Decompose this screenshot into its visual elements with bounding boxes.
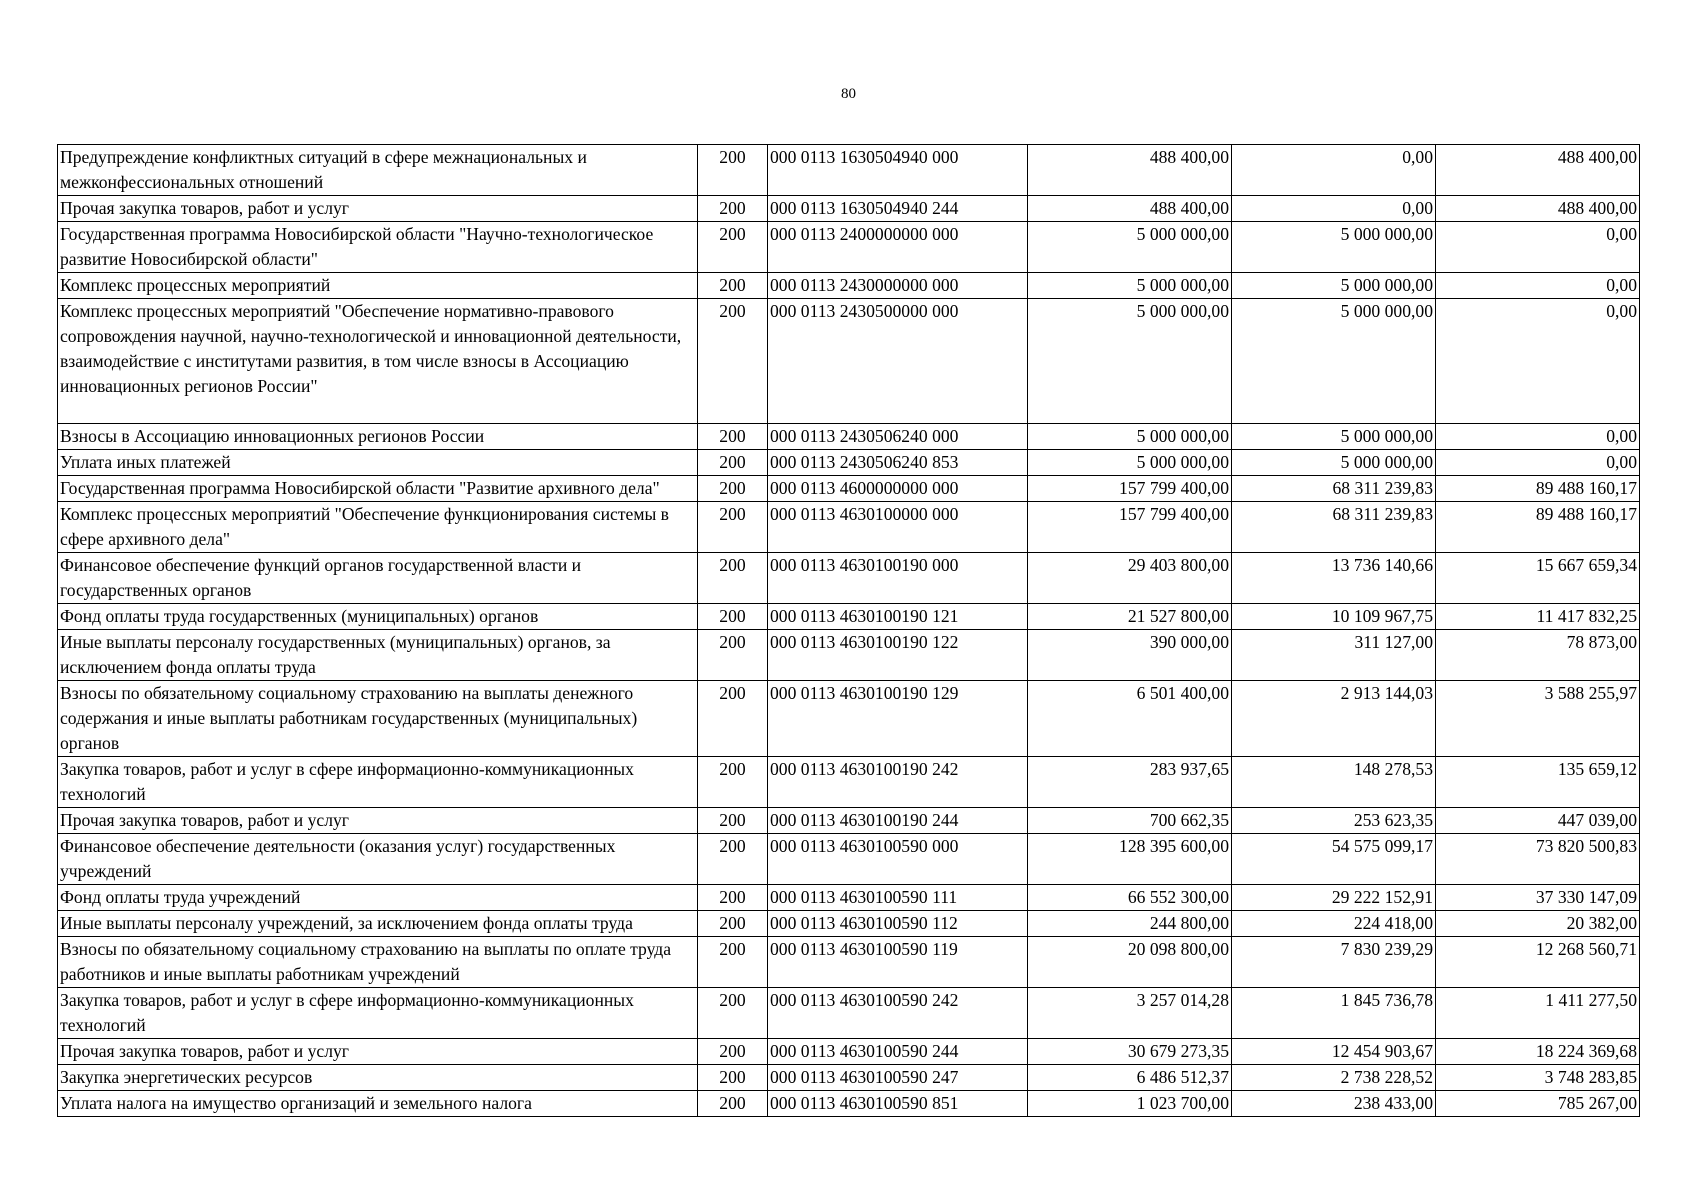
row-name-cell: Иные выплаты персоналу государственных (муниципальных) органов, за исключением фонда оплаты труда: [58, 630, 698, 681]
row-approved-cell: 5 000 000,00: [1028, 450, 1232, 476]
table-row: [58, 1091, 1640, 1117]
table-row: [58, 476, 1640, 502]
row-classification-cell: 000 0113 4630100190 242: [768, 757, 1028, 808]
row-name-cell: Предупреждение конфликтных ситуаций в сфере межнациональных и межконфессиональных отношений: [58, 145, 698, 196]
row-code-cell: 200: [698, 834, 768, 885]
row-code-cell: 200: [698, 145, 768, 196]
table-row: [58, 834, 1640, 885]
row-executed-cell: 224 418,00: [1232, 911, 1436, 937]
row-remaining-cell: 15 667 659,34: [1436, 553, 1640, 604]
row-approved-cell: 30 679 273,35: [1028, 1039, 1232, 1065]
row-approved-cell: 488 400,00: [1028, 145, 1232, 196]
row-approved-cell: 157 799 400,00: [1028, 476, 1232, 502]
row-executed-cell: 253 623,35: [1232, 808, 1436, 834]
table-row: [58, 911, 1640, 937]
row-code-cell: 200: [698, 604, 768, 630]
row-executed-cell: 1 845 736,78: [1232, 988, 1436, 1039]
row-code-cell: 200: [698, 757, 768, 808]
row-classification-cell: 000 0113 1630504940 244: [768, 196, 1028, 222]
row-remaining-cell: 89 488 160,17: [1436, 502, 1640, 553]
row-remaining-cell: 20 382,00: [1436, 911, 1640, 937]
row-executed-cell: 5 000 000,00: [1232, 222, 1436, 273]
row-approved-cell: 6 486 512,37: [1028, 1065, 1232, 1091]
row-executed-cell: 54 575 099,17: [1232, 834, 1436, 885]
row-name-cell: Иные выплаты персоналу учреждений, за исключением фонда оплаты труда: [58, 911, 698, 937]
row-code-cell: 200: [698, 911, 768, 937]
row-classification-cell: 000 0113 1630504940 000: [768, 145, 1028, 196]
row-code-cell: 200: [698, 196, 768, 222]
row-executed-cell: 29 222 152,91: [1232, 885, 1436, 911]
row-classification-cell: 000 0113 2430506240 000: [768, 424, 1028, 450]
row-approved-cell: 283 937,65: [1028, 757, 1232, 808]
table-row: [58, 502, 1640, 553]
row-name-cell: Взносы по обязательному социальному страхованию на выплаты денежного содержания и иные выплаты работникам государственных (муниципальных) органов: [58, 681, 698, 757]
row-remaining-cell: 78 873,00: [1436, 630, 1640, 681]
table-row: [58, 196, 1640, 222]
row-code-cell: 200: [698, 681, 768, 757]
row-name-cell: Комплекс процессных мероприятий "Обеспечение функционирования системы в сфере архивного дела": [58, 502, 698, 553]
row-code-cell: 200: [698, 1091, 768, 1117]
table-row: [58, 681, 1640, 757]
row-executed-cell: 2 738 228,52: [1232, 1065, 1436, 1091]
row-classification-cell: 000 0113 4630100590 851: [768, 1091, 1028, 1117]
row-remaining-cell: 89 488 160,17: [1436, 476, 1640, 502]
row-classification-cell: 000 0113 4630100590 111: [768, 885, 1028, 911]
row-code-cell: 200: [698, 450, 768, 476]
row-executed-cell: 5 000 000,00: [1232, 273, 1436, 299]
table-row: [58, 424, 1640, 450]
row-approved-cell: 244 800,00: [1028, 911, 1232, 937]
table-row: [58, 630, 1640, 681]
row-code-cell: 200: [698, 885, 768, 911]
row-name-cell: Уплата налога на имущество организаций и земельного налога: [58, 1091, 698, 1117]
row-code-cell: 200: [698, 937, 768, 988]
budget-table-body: [58, 145, 1640, 1117]
row-name-cell: Прочая закупка товаров, работ и услуг: [58, 1039, 698, 1065]
table-row: [58, 145, 1640, 196]
row-approved-cell: 157 799 400,00: [1028, 502, 1232, 553]
row-classification-cell: 000 0113 2430506240 853: [768, 450, 1028, 476]
row-remaining-cell: 447 039,00: [1436, 808, 1640, 834]
table-row: [58, 757, 1640, 808]
row-remaining-cell: 73 820 500,83: [1436, 834, 1640, 885]
row-executed-cell: 0,00: [1232, 145, 1436, 196]
row-approved-cell: 5 000 000,00: [1028, 299, 1232, 424]
row-code-cell: 200: [698, 273, 768, 299]
page-number: 80: [841, 86, 856, 102]
row-name-cell: Государственная программа Новосибирской области "Научно-технологическое развитие Новосибирской области": [58, 222, 698, 273]
table-row: [58, 808, 1640, 834]
table-row: [58, 222, 1640, 273]
row-name-cell: Закупка товаров, работ и услуг в сфере информационно-коммуникационных технологий: [58, 757, 698, 808]
row-classification-cell: 000 0113 2430500000 000: [768, 299, 1028, 424]
row-remaining-cell: 0,00: [1436, 273, 1640, 299]
row-name-cell: Комплекс процессных мероприятий: [58, 273, 698, 299]
row-name-cell: Фонд оплаты труда государственных (муниципальных) органов: [58, 604, 698, 630]
row-approved-cell: 29 403 800,00: [1028, 553, 1232, 604]
row-classification-cell: 000 0113 2430000000 000: [768, 273, 1028, 299]
row-approved-cell: 6 501 400,00: [1028, 681, 1232, 757]
table-row: [58, 1065, 1640, 1091]
row-code-cell: 200: [698, 299, 768, 424]
row-approved-cell: 5 000 000,00: [1028, 424, 1232, 450]
row-code-cell: 200: [698, 808, 768, 834]
row-code-cell: 200: [698, 476, 768, 502]
row-remaining-cell: 0,00: [1436, 299, 1640, 424]
row-name-cell: Комплекс процессных мероприятий "Обеспечение нормативно-правового сопровождения научной, научно-технологической и инновационной деятельности, взаимодействие с институтами развития, в том числе взносы в Ассоциацию инновационных регионов России": [58, 299, 698, 424]
row-executed-cell: 5 000 000,00: [1232, 299, 1436, 424]
row-remaining-cell: 12 268 560,71: [1436, 937, 1640, 988]
table-row: [58, 273, 1640, 299]
row-code-cell: 200: [698, 1039, 768, 1065]
row-approved-cell: 20 098 800,00: [1028, 937, 1232, 988]
row-classification-cell: 000 0113 4630100190 244: [768, 808, 1028, 834]
row-name-cell: Уплата иных платежей: [58, 450, 698, 476]
row-remaining-cell: 0,00: [1436, 222, 1640, 273]
table-row: [58, 937, 1640, 988]
row-remaining-cell: 1 411 277,50: [1436, 988, 1640, 1039]
row-classification-cell: 000 0113 4630100590 112: [768, 911, 1028, 937]
row-remaining-cell: 3 588 255,97: [1436, 681, 1640, 757]
row-executed-cell: 0,00: [1232, 196, 1436, 222]
row-name-cell: Закупка товаров, работ и услуг в сфере информационно-коммуникационных технологий: [58, 988, 698, 1039]
row-approved-cell: 128 395 600,00: [1028, 834, 1232, 885]
row-executed-cell: 68 311 239,83: [1232, 502, 1436, 553]
row-executed-cell: 10 109 967,75: [1232, 604, 1436, 630]
row-code-cell: 200: [698, 222, 768, 273]
row-classification-cell: 000 0113 4630100190 000: [768, 553, 1028, 604]
row-approved-cell: 488 400,00: [1028, 196, 1232, 222]
row-name-cell: Финансовое обеспечение деятельности (оказания услуг) государственных учреждений: [58, 834, 698, 885]
row-code-cell: 200: [698, 502, 768, 553]
row-remaining-cell: 488 400,00: [1436, 145, 1640, 196]
row-code-cell: 200: [698, 424, 768, 450]
row-remaining-cell: 135 659,12: [1436, 757, 1640, 808]
row-code-cell: 200: [698, 553, 768, 604]
row-classification-cell: 000 0113 4630100190 129: [768, 681, 1028, 757]
row-name-cell: Закупка энергетических ресурсов: [58, 1065, 698, 1091]
row-code-cell: 200: [698, 1065, 768, 1091]
row-classification-cell: 000 0113 4630100590 242: [768, 988, 1028, 1039]
row-classification-cell: 000 0113 4630100190 122: [768, 630, 1028, 681]
row-remaining-cell: 18 224 369,68: [1436, 1039, 1640, 1065]
row-approved-cell: 1 023 700,00: [1028, 1091, 1232, 1117]
row-approved-cell: 700 662,35: [1028, 808, 1232, 834]
row-name-cell: Государственная программа Новосибирской области "Развитие архивного дела": [58, 476, 698, 502]
row-executed-cell: 148 278,53: [1232, 757, 1436, 808]
row-remaining-cell: 37 330 147,09: [1436, 885, 1640, 911]
row-name-cell: Взносы в Ассоциацию инновационных регионов России: [58, 424, 698, 450]
table-row: [58, 299, 1640, 424]
row-remaining-cell: 0,00: [1436, 424, 1640, 450]
row-remaining-cell: 785 267,00: [1436, 1091, 1640, 1117]
row-classification-cell: 000 0113 4630100190 121: [768, 604, 1028, 630]
row-remaining-cell: 0,00: [1436, 450, 1640, 476]
row-approved-cell: 3 257 014,28: [1028, 988, 1232, 1039]
table-row: [58, 604, 1640, 630]
row-approved-cell: 5 000 000,00: [1028, 222, 1232, 273]
table-row: [58, 885, 1640, 911]
row-approved-cell: 5 000 000,00: [1028, 273, 1232, 299]
row-code-cell: 200: [698, 630, 768, 681]
row-approved-cell: 21 527 800,00: [1028, 604, 1232, 630]
table-row: [58, 988, 1640, 1039]
table-row: [58, 450, 1640, 476]
row-classification-cell: 000 0113 4630100590 244: [768, 1039, 1028, 1065]
row-executed-cell: 68 311 239,83: [1232, 476, 1436, 502]
row-executed-cell: 311 127,00: [1232, 630, 1436, 681]
row-executed-cell: 238 433,00: [1232, 1091, 1436, 1117]
row-classification-cell: 000 0113 4630100590 247: [768, 1065, 1028, 1091]
row-classification-cell: 000 0113 4630100000 000: [768, 502, 1028, 553]
table-row: [58, 553, 1640, 604]
row-approved-cell: 66 552 300,00: [1028, 885, 1232, 911]
row-name-cell: Прочая закупка товаров, работ и услуг: [58, 808, 698, 834]
row-classification-cell: 000 0113 2400000000 000: [768, 222, 1028, 273]
row-executed-cell: 12 454 903,67: [1232, 1039, 1436, 1065]
row-classification-cell: 000 0113 4630100590 119: [768, 937, 1028, 988]
row-remaining-cell: 488 400,00: [1436, 196, 1640, 222]
row-code-cell: 200: [698, 988, 768, 1039]
row-executed-cell: 2 913 144,03: [1232, 681, 1436, 757]
row-executed-cell: 7 830 239,29: [1232, 937, 1436, 988]
row-remaining-cell: 11 417 832,25: [1436, 604, 1640, 630]
row-approved-cell: 390 000,00: [1028, 630, 1232, 681]
row-name-cell: Взносы по обязательному социальному страхованию на выплаты по оплате труда работников и иные выплаты работникам учреждений: [58, 937, 698, 988]
row-executed-cell: 5 000 000,00: [1232, 450, 1436, 476]
row-executed-cell: 13 736 140,66: [1232, 553, 1436, 604]
row-name-cell: Прочая закупка товаров, работ и услуг: [58, 196, 698, 222]
row-name-cell: Финансовое обеспечение функций органов государственной власти и государственных органов: [58, 553, 698, 604]
row-executed-cell: 5 000 000,00: [1232, 424, 1436, 450]
row-name-cell: Фонд оплаты труда учреждений: [58, 885, 698, 911]
table-row: [58, 1039, 1640, 1065]
row-remaining-cell: 3 748 283,85: [1436, 1065, 1640, 1091]
budget-table: [57, 144, 1640, 1117]
row-classification-cell: 000 0113 4600000000 000: [768, 476, 1028, 502]
row-classification-cell: 000 0113 4630100590 000: [768, 834, 1028, 885]
